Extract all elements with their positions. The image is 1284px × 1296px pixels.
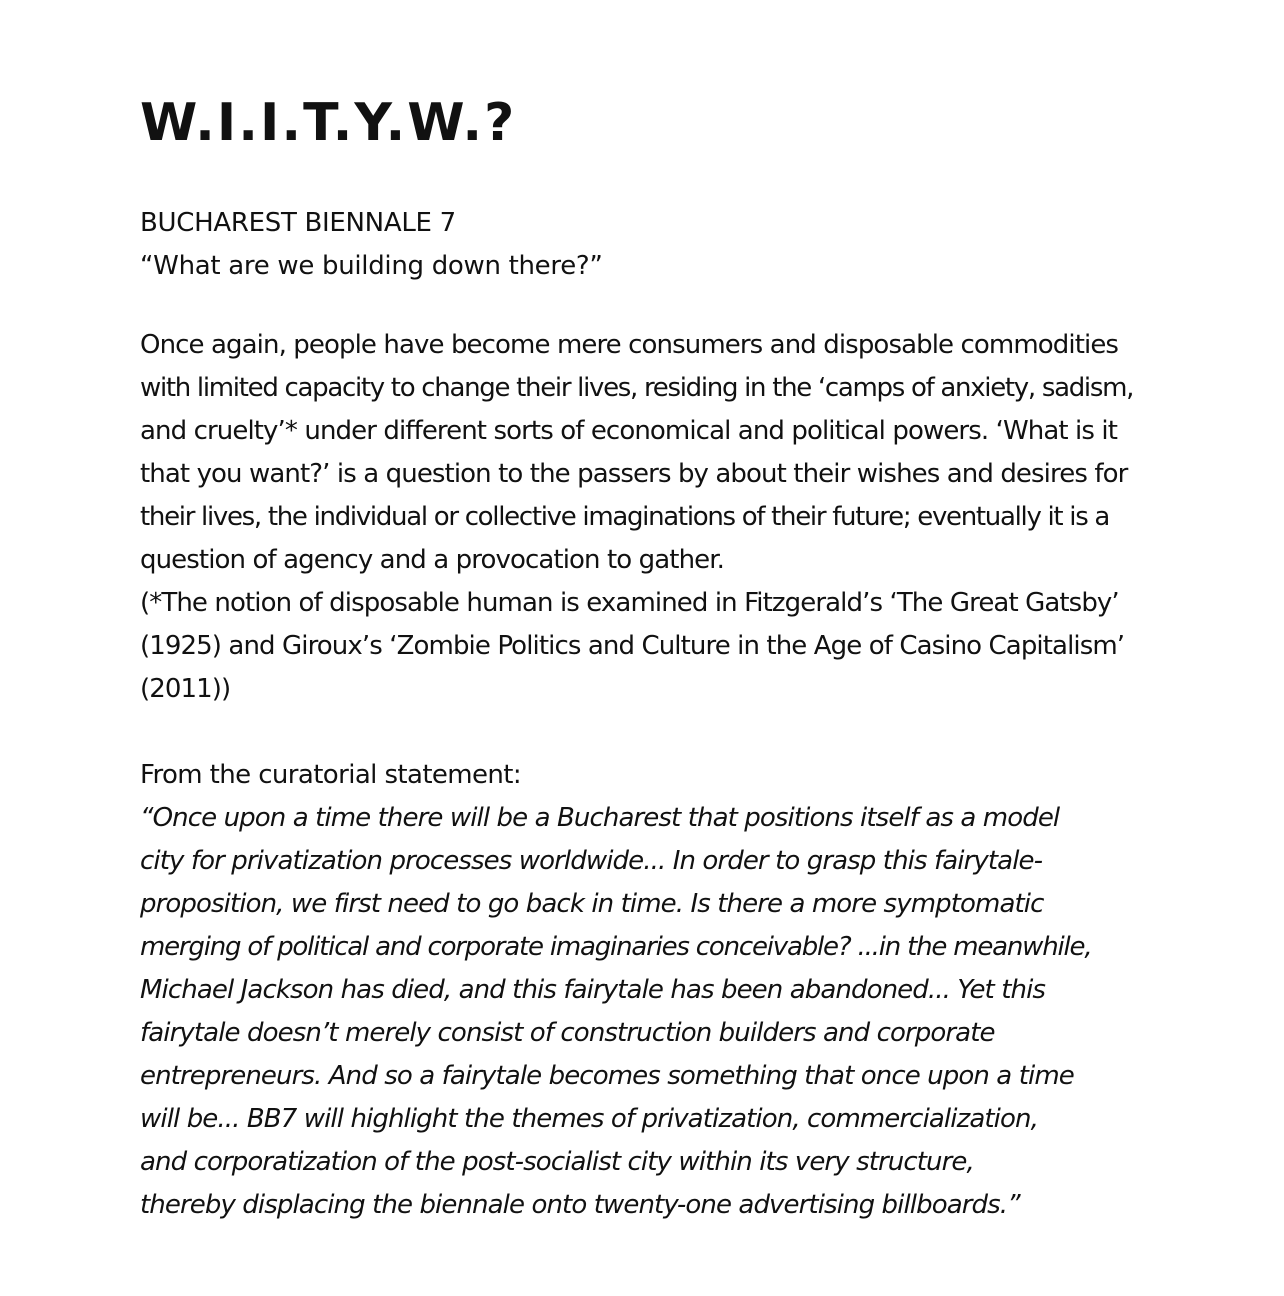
curatorial-label: From the curatorial statement: bbox=[140, 760, 522, 790]
event-theme: “What are we building down there?” bbox=[140, 251, 603, 281]
page-title: W.I.I.T.Y.W.? bbox=[140, 93, 517, 153]
description-line: their lives, the individual or collective imaginations of their future; eventually it is a bbox=[140, 502, 1110, 532]
description-paragraph bbox=[140, 324, 1230, 711]
quote-line: will be... BB7 will highlight the themes of privatization, commercialization, bbox=[140, 1104, 1038, 1134]
description-line: with limited capacity to change their lives, residing in the ‘camps of anxiety, sadism, bbox=[140, 373, 1134, 403]
quote-line: merging of political and corporate imaginaries conceivable? ...in the meanwhile, bbox=[140, 932, 1092, 962]
footnote-line: (2011)) bbox=[140, 674, 231, 704]
event-name: BUCHAREST BIENNALE 7 bbox=[140, 208, 456, 238]
footnote-line: (*The notion of disposable human is examined in Fitzgerald’s ‘The Great Gatsby’ bbox=[140, 588, 1119, 618]
quote-line: fairytale doesn’t merely consist of construction builders and corporate bbox=[140, 1018, 995, 1048]
description-line: and cruelty’* under different sorts of economical and political powers. ‘What is it bbox=[140, 416, 1117, 446]
description-line: that you want?’ is a question to the passers by about their wishes and desires for bbox=[140, 459, 1128, 489]
curatorial-quote bbox=[140, 797, 1230, 1227]
quote-line: entrepreneurs. And so a fairytale becomes something that once upon a time bbox=[140, 1061, 1074, 1091]
quote-line: “Once upon a time there will be a Bucharest that positions itself as a model bbox=[140, 803, 1060, 833]
document-page bbox=[140, 92, 1230, 1220]
event-header bbox=[140, 202, 1230, 288]
quote-line: proposition, we first need to go back in time. Is there a more symptomatic bbox=[140, 889, 1044, 919]
quote-line: Michael Jackson has died, and this fairytale has been abandoned... Yet this bbox=[140, 975, 1046, 1005]
footnote-line: (1925) and Giroux’s ‘Zombie Politics and Culture in the Age of Casino Capitalism’ bbox=[140, 631, 1125, 661]
quote-line: city for privatization processes worldwide... In order to grasp this fairytale- bbox=[140, 846, 1043, 876]
description-line: question of agency and a provocation to gather. bbox=[140, 545, 725, 575]
quote-line: thereby displacing the biennale onto twenty-one advertising billboards.” bbox=[140, 1190, 1020, 1220]
quote-line: and corporatization of the post-socialist city within its very structure, bbox=[140, 1147, 974, 1177]
description-line: Once again, people have become mere consumers and disposable commodities bbox=[140, 330, 1119, 360]
curatorial-section bbox=[140, 754, 1230, 1227]
